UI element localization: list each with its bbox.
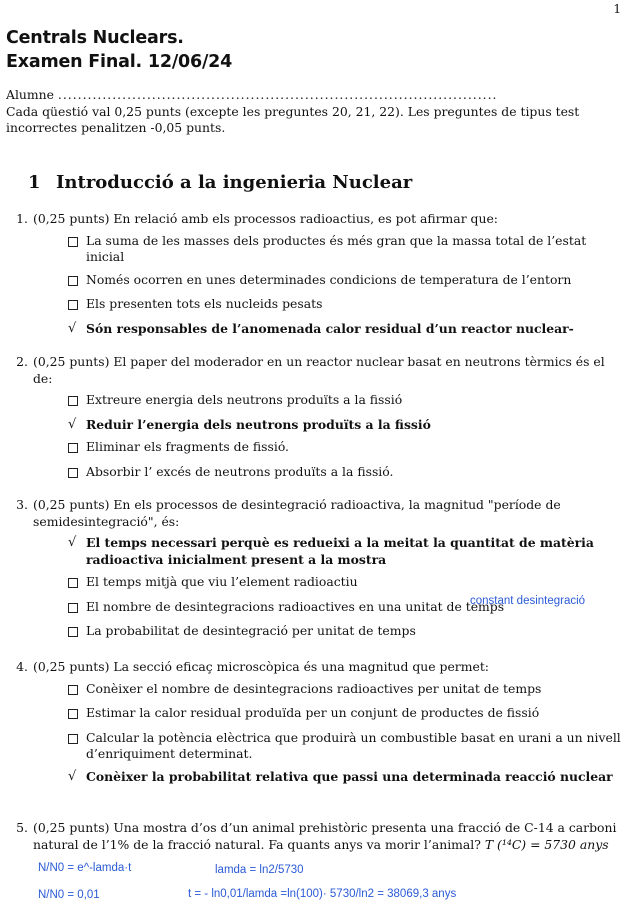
checkbox-icon xyxy=(68,603,78,613)
option-3a[interactable] xyxy=(68,535,624,568)
checkbox-icon xyxy=(68,443,78,453)
title-line-2: Examen Final. 12/06/24 xyxy=(6,52,233,72)
question-5-text: (0,25 punts) Una mostra d’os d’un animal prehistòric presenta una fracció de C-14 a carboni natural de l’1% de la fracció natural. Fa quants anys va morir l’animal? xyxy=(33,820,617,852)
options-list xyxy=(68,233,624,338)
question-number: 1. xyxy=(16,211,28,226)
option-text: La probabilitat de desintegració per unitat de temps xyxy=(86,623,416,638)
option-text: La suma de les masses dels productes és més gran que la massa total de l’estat inicial xyxy=(86,232,587,264)
option-4c[interactable] xyxy=(68,730,624,763)
option-text: Conèixer la probabilitat relativa que passi una determinada reacció nuclear xyxy=(86,768,613,784)
student-label: Alumne xyxy=(6,87,54,102)
section-heading xyxy=(28,172,412,193)
question-text: (0,25 punts) La secció eficaç microscòpica és una magnitud que permet: xyxy=(33,659,489,674)
options-list xyxy=(68,392,624,482)
question-number: 5. xyxy=(16,820,28,835)
option-2c[interactable] xyxy=(68,439,624,458)
option-text: Només ocorren en unes determinades condicions de temperatura de l’entorn xyxy=(86,271,572,287)
intro-block xyxy=(6,87,626,137)
options-list xyxy=(68,535,624,642)
checkbox-icon xyxy=(68,276,78,286)
option-3d[interactable] xyxy=(68,623,624,642)
options-list xyxy=(68,681,624,786)
checkbox-icon xyxy=(68,685,78,695)
checkmark-icon: √ xyxy=(68,320,77,336)
checkbox-icon xyxy=(68,396,78,406)
checkbox-icon xyxy=(68,709,78,719)
handwritten-note-q5-1: N/N0 = e^-lamda·t xyxy=(38,862,132,874)
section-title: Introducció a la ingenieria Nuclear xyxy=(56,172,413,193)
question-3 xyxy=(6,497,624,648)
exam-title xyxy=(6,26,232,74)
question-1 xyxy=(6,211,624,343)
checkbox-icon xyxy=(68,578,78,588)
option-text: Reduir l’energia dels neutrons produïts a la fissió xyxy=(86,416,431,432)
option-1d[interactable] xyxy=(68,321,624,338)
checkmark-icon: √ xyxy=(68,416,77,432)
question-text: (0,25 punts) El paper del moderador en un reactor nuclear basat en neutrons tèrmics és el de: xyxy=(33,354,605,386)
checkmark-icon: √ xyxy=(68,535,77,550)
option-1b[interactable] xyxy=(68,272,624,291)
option-text: Estimar la calor residual produïda per un conjunt de productes de fissió xyxy=(86,705,540,720)
question-4 xyxy=(6,659,624,791)
option-4a[interactable] xyxy=(68,681,624,700)
option-text: Els presenten tots els nucleids pesats xyxy=(86,296,323,311)
checkmark-icon: √ xyxy=(68,768,77,784)
student-dots: ......................................................................................... xyxy=(57,87,498,102)
half-life-formula: T (¹⁴C) = 5730 anys xyxy=(484,836,609,852)
checkbox-icon xyxy=(68,300,78,310)
checkbox-icon xyxy=(68,734,78,744)
option-text: Són responsables de l’anomenada calor residual d’un reactor nuclear- xyxy=(86,320,574,336)
question-text: (0,25 punts) En els processos de desintegració radioactiva, la magnitud "període de semidesintegració", és: xyxy=(33,497,561,529)
option-text: El nombre de desintegracions radioactives en una unitat de temps xyxy=(86,598,505,614)
option-text: El temps necessari perquè es redueixi a la meitat la quantitat de matèria radioactiva inicialment present a la mostra xyxy=(86,535,594,567)
question-2 xyxy=(6,354,624,488)
option-2d[interactable] xyxy=(68,464,624,483)
question-number: 2. xyxy=(16,354,28,369)
option-text: Absorbir l’ excés de neutrons produïts a la fissió. xyxy=(86,463,394,479)
section-number: 1 xyxy=(28,172,41,193)
handwritten-note-q5-4: t = - ln0,01/lamda =ln(100)· 5730/ln2 = 38069,3 anys xyxy=(188,888,457,900)
option-2a[interactable] xyxy=(68,392,624,411)
instructions: Cada qüestió val 0,25 punts (excepte les preguntes 20, 21, 22). Les preguntes de tipus test incorrectes penalitzen -0,05 punts. xyxy=(6,103,580,135)
option-1a[interactable] xyxy=(68,233,624,266)
checkbox-icon xyxy=(68,468,78,478)
handwritten-note-q5-3: N/N0 = 0,01 xyxy=(38,889,100,901)
option-text: Eliminar els fragments de fissió. xyxy=(86,439,289,454)
option-3b[interactable] xyxy=(68,574,624,593)
option-text: Conèixer el nombre de desintegracions radioactives per unitat de temps xyxy=(86,680,542,696)
option-text: Extreure energia dels neutrons produïts a la fissió xyxy=(86,392,403,407)
page-number: 1 xyxy=(613,2,621,16)
question-text xyxy=(33,820,624,853)
question-text: (0,25 punts) En relació amb els processos radioactius, es pot afirmar que: xyxy=(33,211,498,226)
checkbox-icon xyxy=(68,237,78,247)
handwritten-note-q3: constant desintegració xyxy=(470,595,586,607)
handwritten-note-q5-2: lamda = ln2/5730 xyxy=(215,864,304,876)
checkbox-icon xyxy=(68,627,78,637)
option-text: Calcular la potència elèctrica que produirà un combustible basat en urani a un nivell d’enriquiment determinat. xyxy=(86,729,621,761)
question-number: 4. xyxy=(16,659,28,674)
question-number: 3. xyxy=(16,497,28,512)
option-4b[interactable] xyxy=(68,705,624,724)
question-5 xyxy=(6,820,624,853)
option-text: El temps mitjà que viu l’element radioactiu xyxy=(86,574,358,589)
option-4d[interactable] xyxy=(68,769,624,786)
option-1c[interactable] xyxy=(68,296,624,315)
student-line xyxy=(6,87,626,104)
title-line-1: Centrals Nuclears. xyxy=(6,28,184,48)
option-2b[interactable] xyxy=(68,417,624,434)
